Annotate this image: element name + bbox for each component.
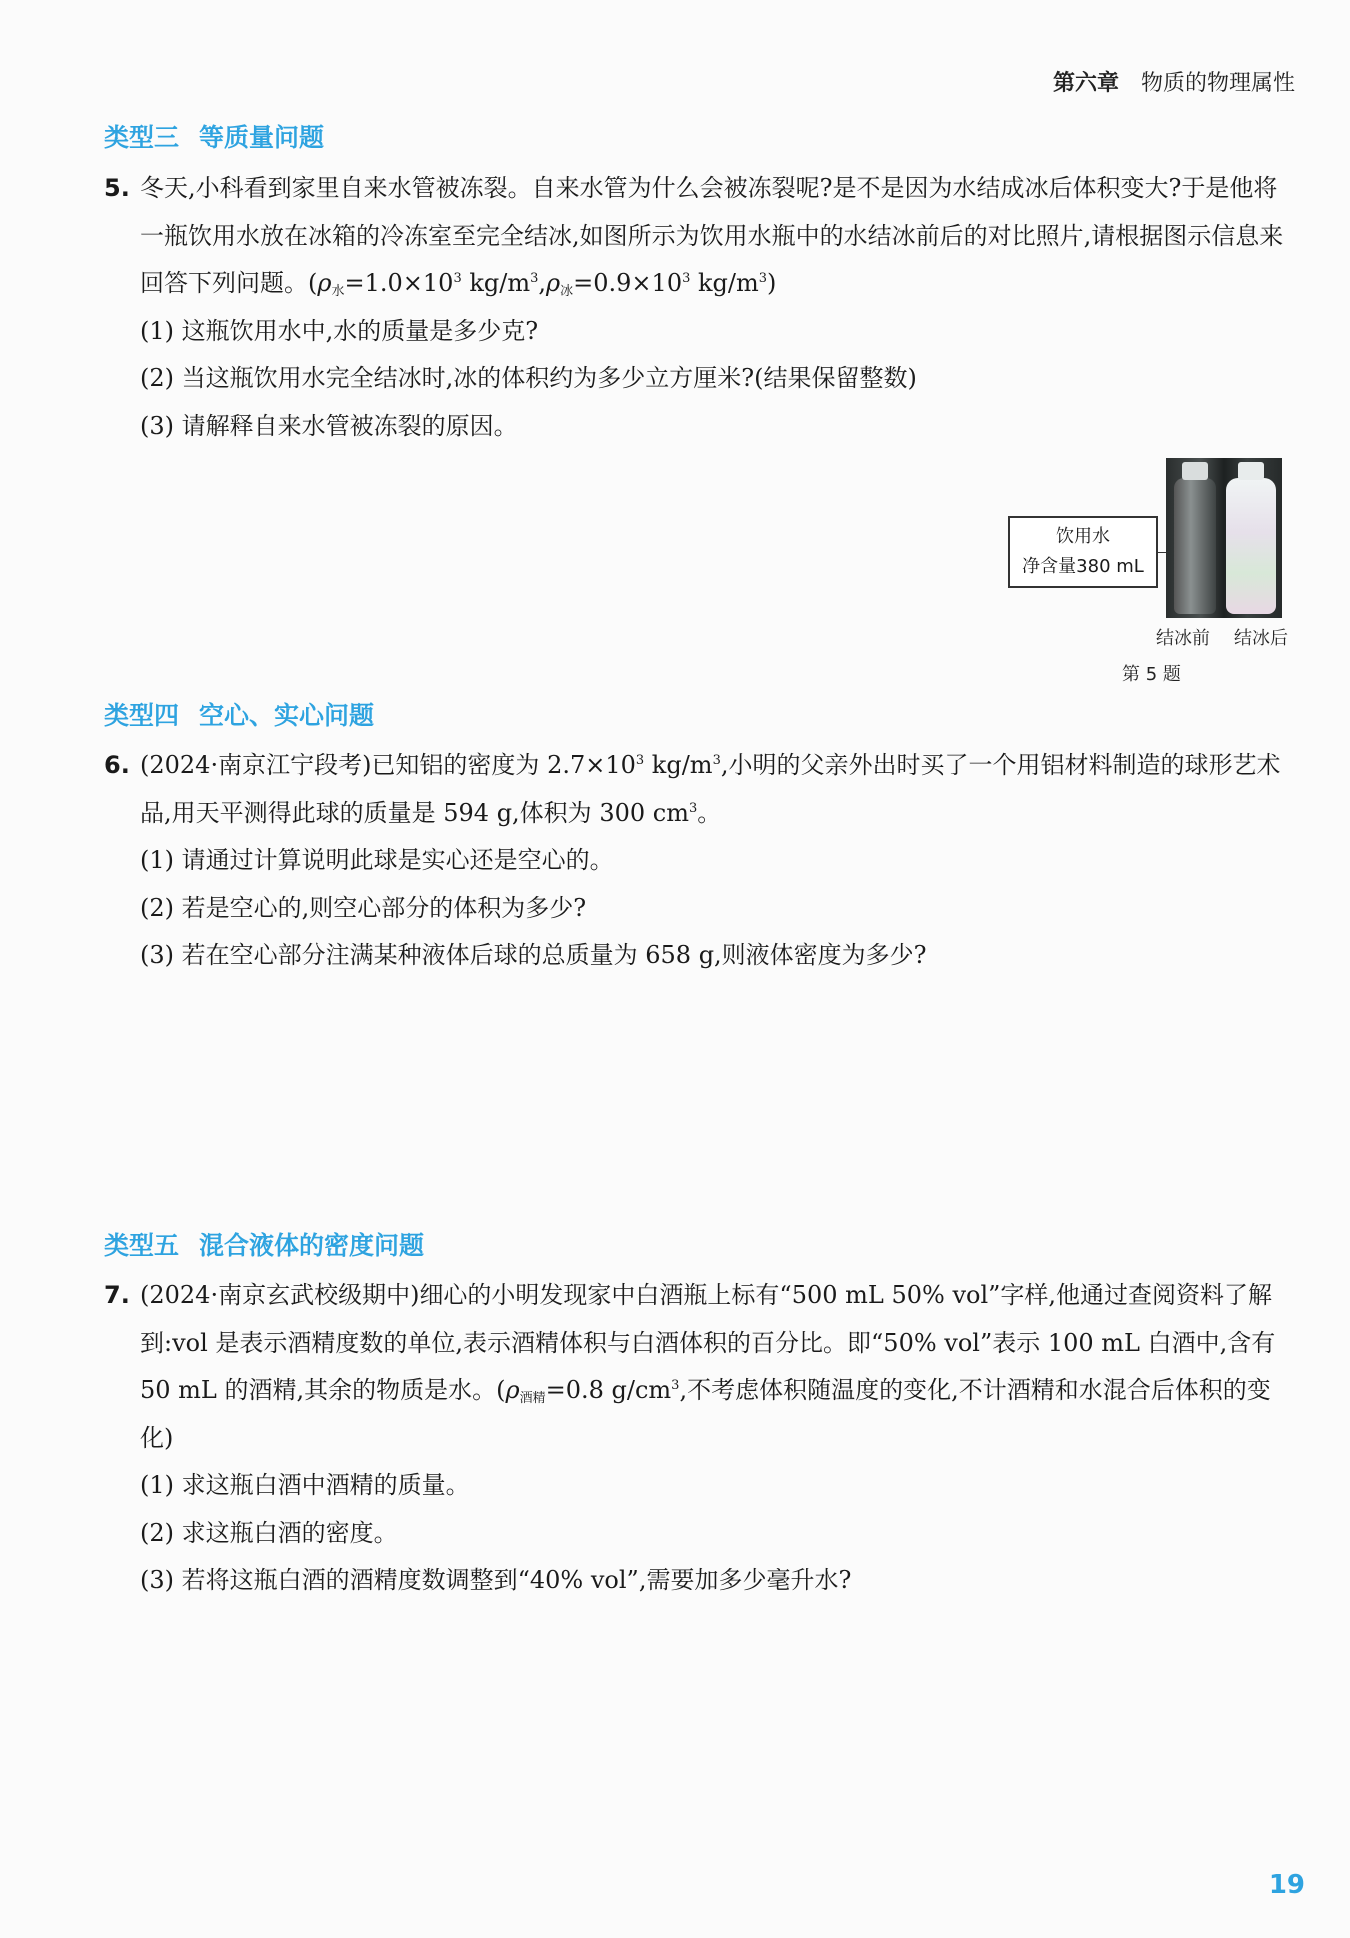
unit-exponent: 3 — [688, 800, 698, 816]
rho-symbol: ρ — [546, 269, 561, 297]
question-number: 5. — [104, 174, 130, 202]
question-stem — [104, 742, 1300, 837]
unit-exponent: 3 — [671, 1378, 680, 1393]
section-heading-type3 — [104, 118, 324, 154]
stem-text: 细心的小明发现家中白酒瓶上标有“500 mL 50% vol”字样,他通过查阅资料了解到:vol 是表示酒精度数的单位,表示酒精体积与白酒体积的百分比。即“50% vol”表示 100 mL 白酒中,含有 50 mL 的酒精,其余的物质是水。( — [140, 1281, 1276, 1404]
sub-question: (2) 求这瓶白酒的密度。 — [140, 1518, 398, 1547]
question-6 — [104, 742, 1300, 980]
rho-subscript: 冰 — [560, 284, 574, 299]
unit: kg/m — [690, 269, 759, 297]
bottle-cap — [1182, 462, 1208, 480]
unit: kg/m — [644, 751, 713, 779]
exponent: 3 — [635, 753, 645, 768]
page-number: 19 — [1268, 1870, 1305, 1900]
density-value: =0.9×10 — [573, 269, 683, 297]
chapter-number: 第六章 — [1052, 71, 1119, 96]
section-label: 类型五 — [104, 1231, 180, 1260]
sub-question: (1) 求这瓶白酒中酒精的质量。 — [140, 1471, 470, 1499]
section-title: 等质量问题 — [199, 123, 325, 152]
question-source: (2024·南京玄武校级期中) — [140, 1281, 420, 1309]
figure-caption: 第 5 题 — [1122, 664, 1181, 685]
density-value: =0.8 g/cm — [545, 1376, 672, 1404]
stem-text: ,小明的父亲外出时买了一个用铝材料制造的球形艺术品,用天平测得此球的质量是 594 g,体积为 300 cm — [140, 751, 1281, 827]
unit: kg/m — [461, 269, 531, 297]
section-label: 类型三 — [104, 123, 180, 152]
section-label: 类型四 — [104, 701, 180, 730]
question-5 — [104, 165, 1300, 450]
rho-symbol: ρ — [317, 269, 332, 297]
sub-question: (1) 请通过计算说明此球是实心还是空心的。 — [140, 846, 614, 874]
label-line: 饮用水 — [1056, 526, 1110, 547]
label-after: 结冰后 — [1234, 628, 1288, 649]
question-number: 7. — [104, 1281, 130, 1309]
question-7 — [104, 1272, 1300, 1605]
separator: , — [538, 269, 547, 297]
section-heading-type4 — [104, 696, 374, 732]
sub-question: (1) 这瓶饮用水中,水的质量是多少克? — [140, 316, 539, 345]
label-line: 净含量380 mL — [1022, 556, 1144, 577]
unit-exponent: 3 — [530, 271, 539, 286]
exponent: 3 — [682, 271, 691, 286]
chapter-header — [1053, 66, 1295, 97]
rho-subscript: 酒精 — [519, 1391, 546, 1406]
chapter-title: 物质的物理属性 — [1140, 71, 1295, 96]
question-source: (2024·南京江宁段考) — [140, 751, 372, 779]
section-title: 空心、实心问题 — [199, 701, 375, 730]
rho-symbol: ρ — [505, 1376, 520, 1404]
question-stem — [104, 165, 1300, 308]
question-stem — [104, 1272, 1300, 1462]
bottle-cap — [1238, 462, 1264, 480]
unit-exponent: 3 — [758, 271, 768, 286]
sub-question: (3) 若将这瓶白酒的酒精度数调整到“40% vol”,需要加多少毫升水? — [140, 1566, 852, 1594]
density-value: =1.0×10 — [344, 269, 454, 297]
bottle-label-callout — [1008, 516, 1158, 588]
bottle-after-freezing — [1226, 478, 1276, 614]
figure-water-bottles — [1008, 458, 1298, 688]
sub-question: (2) 若是空心的,则空心部分的体积为多少? — [140, 893, 587, 922]
rho-subscript: 水 — [331, 284, 345, 299]
sub-question: (3) 请解释自来水管被冻裂的原因。 — [140, 411, 518, 440]
bottles-photo — [1166, 458, 1282, 618]
label-before: 结冰前 — [1156, 628, 1210, 649]
stem-text: ,不考虑体积随温度的变化,不计酒精和水混合后体积的变化) — [140, 1376, 1271, 1452]
unit-exponent: 3 — [712, 753, 721, 768]
question-number: 6. — [104, 751, 130, 779]
exponent: 3 — [453, 271, 462, 286]
stem-text: 已知铝的密度为 2.7×10 — [371, 751, 636, 779]
bottle-before-freezing — [1174, 478, 1216, 614]
stem-text: 。 — [697, 798, 722, 827]
section-title: 混合液体的密度问题 — [199, 1231, 425, 1260]
sub-question: (3) 若在空心部分注满某种液体后球的总质量为 658 g,则液体密度为多少? — [140, 941, 927, 969]
sub-question: (2) 当这瓶饮用水完全结冰时,冰的体积约为多少立方厘米?(结果保留整数) — [140, 364, 917, 392]
stem-text: 冬天,小科看到家里自来水管被冻裂。自来水管为什么会被冻裂呢?是不是因为水结成冰后体积变大?于是他将一瓶饮用水放在冰箱的冷冻室至完全结冰,如图所示为饮用水瓶中的水结冰前后的对比照片,请根据图示信息来回答下列问题。( — [140, 174, 1284, 297]
close-paren: ) — [767, 269, 777, 297]
section-heading-type5 — [104, 1226, 424, 1262]
